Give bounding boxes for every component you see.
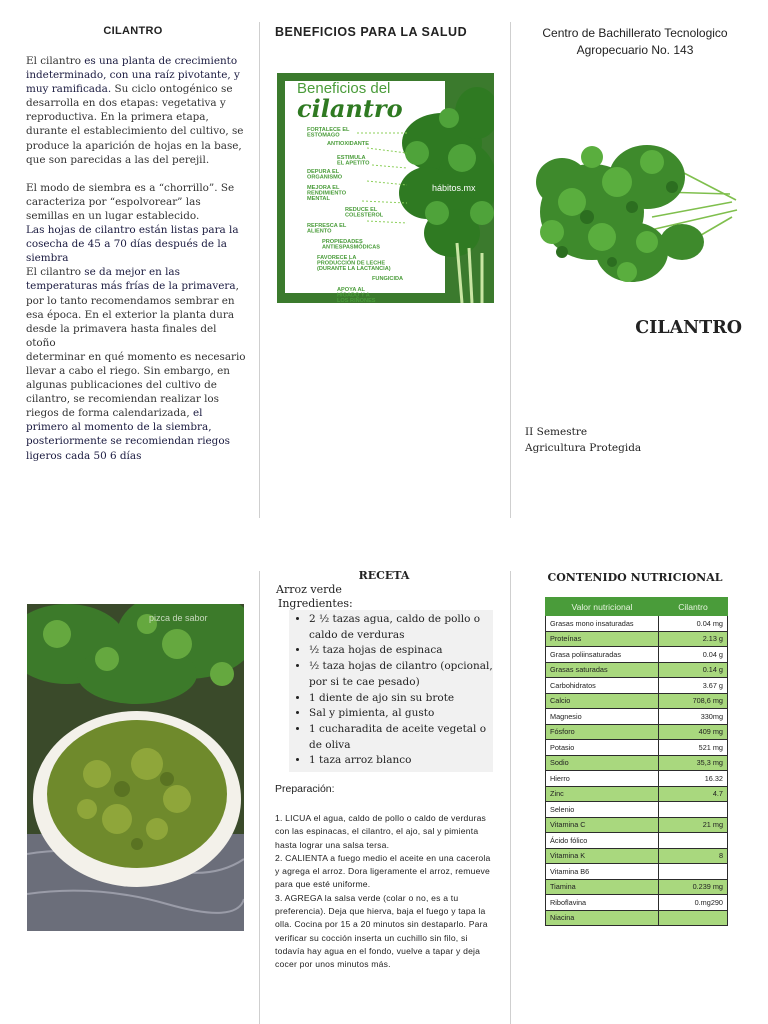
benefits-title: BENEFICIOS PARA LA SALUD: [275, 25, 468, 39]
nutrient-name: Grasas saturadas: [546, 662, 659, 678]
nutrient-name: Niacina: [546, 910, 659, 926]
ingredients-list: [289, 612, 493, 769]
benefit-label: RENDIMIENTO: [307, 190, 347, 197]
benefit-label: ESTÓMAGO: [307, 132, 340, 139]
text-run: se da mejor en las temperaturas más frías de la primavera: [26, 266, 236, 293]
recipe-title: RECETA: [358, 569, 410, 582]
nutrient-name: Grasas mono insaturadas: [546, 616, 659, 632]
benefit-label: ORGANISMO: [307, 174, 343, 181]
nutrient-name: Fósforo: [546, 724, 659, 740]
table-row: [546, 724, 728, 740]
nutrient-value: [659, 910, 728, 926]
benefit-label: ANTIOXIDANTE: [327, 141, 369, 147]
school-name: [520, 25, 750, 59]
nutrient-value: 4.7: [659, 786, 728, 802]
benefits-infographic: [277, 73, 494, 303]
benefit-label: PRODUCCIÓN DE LECHE: [317, 260, 386, 267]
nutrient-name: Grasa poliinsaturadas: [546, 647, 659, 663]
nutrient-name: Vitamina C: [546, 817, 659, 833]
benefit-label: ALIENTO: [307, 228, 332, 235]
semester-label: II Semestre: [525, 426, 588, 438]
nutrient-name: Zinc: [546, 786, 659, 802]
cilantro-bunch-graphic: [532, 122, 742, 297]
ingredient-item: • 1 cucharadita de aceite vegetal o de oliva: [309, 722, 493, 753]
ingredient-item: • ½ taza hojas de cilantro (opcional, por si te cae pesado): [309, 659, 493, 690]
nutrient-value: [659, 864, 728, 880]
benefit-label: COLESTEROL: [345, 212, 384, 219]
panel1-title: CILANTRO: [103, 25, 163, 37]
nutrient-name: Riboflavina: [546, 895, 659, 911]
nutrient-value: 0.04 g: [659, 647, 728, 663]
green-rice-graphic: [27, 604, 244, 931]
table-row: [546, 740, 728, 756]
paragraph-growth: [26, 54, 246, 167]
table-row: [546, 817, 728, 833]
paragraph-harvest: Las hojas de cilantro están listas para la cosecha de 45 a 70 días después de la siembra: [26, 224, 239, 265]
preparation-step: 1. LICUA el agua, caldo de pollo o caldo de verduras con las espinacas, el cilantro, el ajo, sal y pimienta hasta lograr una salsa tersa.: [275, 813, 487, 850]
column-header-cilantro: Cilantro: [659, 598, 728, 616]
photo-watermark: pizca de sabor: [149, 613, 208, 623]
benefit-label: REFRESCA EL: [307, 223, 347, 229]
paragraph-sowing: El modo de siembra es a “chorrillo”. Se caracteriza por “espolvorear” las semillas en un lugar establecido.: [26, 181, 235, 222]
infographic-watermark: hábitos.mx: [432, 183, 476, 193]
benefit-label: ANTIESPASMÓDICAS: [322, 244, 381, 251]
preparation-step: 3. AGREGA la salsa verde (colar o no, es a tu preferencia). Deja que hierva, baja el fuego y tapa la olla. Cocina por 15 a 20 minutos sin destaparlo. Para verificar su cocción inserta un cuchillo sin filo, si todavía hay agua en el fondo, vuelve a tapar y deja cocer por unos minutos más.: [275, 892, 488, 970]
benefit-label: HÍGADO Y A: [337, 292, 370, 299]
course-label: Agricultura Protegida: [525, 442, 642, 454]
benefit-label: EL APETITO: [337, 160, 370, 167]
nutrient-value: 409 mg: [659, 724, 728, 740]
ingredient-item: • 2 ½ tazas agua, caldo de pollo o caldo de verduras: [309, 612, 493, 643]
benefit-label: ESTIMULA: [337, 155, 366, 161]
nutrition-table: [545, 597, 728, 926]
nutrition-title: CONTENIDO NUTRICIONAL: [547, 571, 723, 584]
green-rice-photo: [27, 604, 244, 931]
nutrient-name: Vitamina K: [546, 848, 659, 864]
nutrient-name: Magnesio: [546, 709, 659, 725]
ingredients-label: Ingredientes:: [278, 597, 353, 610]
table-row: [546, 631, 728, 647]
panel-divider: [510, 22, 511, 518]
ingredient-item: • 1 taza arroz blanco: [309, 753, 493, 769]
benefit-label: (DURANTE LA LACTANCIA): [317, 266, 391, 273]
school-line-1: Centro de Bachillerato Tecnologico: [542, 26, 728, 40]
nutrient-name: Proteínas: [546, 631, 659, 647]
nutrient-value: 2.13 g: [659, 631, 728, 647]
benefit-label: APOYA AL: [337, 287, 365, 293]
recipe-header: [276, 583, 353, 611]
nutrient-value: 0.04 mg: [659, 616, 728, 632]
nutrient-name: Selenio: [546, 802, 659, 818]
table-row: [546, 616, 728, 632]
nutrient-name: Ácido fólico: [546, 833, 659, 849]
table-row: [546, 693, 728, 709]
table-row: [546, 709, 728, 725]
ingredient-item: • 1 diente de ajo sin su brote: [309, 691, 493, 707]
text-run: es una planta de crecimiento indeterminado, con una raíz pivotante, y muy ramificada.: [26, 55, 240, 96]
benefit-label: REDUCE EL: [345, 207, 378, 213]
nutrient-value: [659, 802, 728, 818]
nutrient-value: 8: [659, 848, 728, 864]
paragraph-irrigation: [26, 350, 246, 463]
ingredient-item: • Sal y pimienta, al gusto: [309, 706, 493, 722]
text-run: El cilantro: [26, 55, 85, 67]
text-run: Su ciclo ontogénico se desarrolla en dos etapas: vegetativa y reproductiva. En la primera etapa, durante el establecimiento del cultivo, se produce la aparición de hojas en la base, que son parecidas a las del perejil.: [26, 83, 244, 166]
nutrient-name: Tiamina: [546, 879, 659, 895]
cilantro-bunch-image: [532, 122, 742, 297]
table-row: [546, 833, 728, 849]
benefit-label: MEJORA EL: [307, 185, 340, 191]
table-row: [546, 802, 728, 818]
nutrient-name: Calcio: [546, 693, 659, 709]
nutrient-value: 35,3 mg: [659, 755, 728, 771]
table-row: [546, 755, 728, 771]
nutrient-value: 0.mg290: [659, 895, 728, 911]
nutrient-value: 21 mg: [659, 817, 728, 833]
nutrient-value: 708,6 mg: [659, 693, 728, 709]
ingredient-item: • ½ taza hojas de espinaca: [309, 643, 493, 659]
table-row: [546, 662, 728, 678]
benefit-label: FORTALECE EL: [307, 127, 350, 133]
nutrient-value: 0.239 mg: [659, 879, 728, 895]
nutrient-value: 3.67 g: [659, 678, 728, 694]
table-row: [546, 864, 728, 880]
table-row: [546, 848, 728, 864]
dish-name: Arroz verde: [276, 583, 342, 596]
table-row: [546, 786, 728, 802]
text-run: el primero al momento de la siembra, posteriormente se recomiendan riegos ligeros cada 50 6 días: [26, 407, 230, 462]
paragraph-season: [26, 265, 246, 350]
nutrient-name: Sodio: [546, 755, 659, 771]
benefits-infographic-graphic: [277, 73, 494, 303]
column-header-nutrient: Valor nutricional: [546, 598, 659, 616]
table-row: [546, 910, 728, 926]
panel-divider: [259, 22, 260, 518]
table-row: [546, 678, 728, 694]
nutrient-name: Carbohidratos: [546, 678, 659, 694]
table-row: [546, 771, 728, 787]
benefit-label: FUNGICIDA: [372, 276, 404, 282]
table-row: [546, 879, 728, 895]
nutrient-value: [659, 833, 728, 849]
table-row: [546, 647, 728, 663]
school-line-2: Agropecuario No. 143: [576, 43, 694, 57]
nutrient-name: Potasio: [546, 740, 659, 756]
cover-title: CILANTRO: [635, 318, 742, 338]
nutrient-value: 0.14 g: [659, 662, 728, 678]
text-run: El cilantro: [26, 266, 85, 279]
nutrient-name: Vitamina B6: [546, 864, 659, 880]
infographic-heading-cilantro: cilantro: [297, 94, 403, 123]
course-info: [525, 424, 641, 456]
benefit-label: MENTAL: [307, 196, 330, 203]
table-row: [546, 895, 728, 911]
panel-divider: [510, 571, 511, 1024]
preparation-steps: [275, 812, 495, 972]
benefit-label: DEPURA EL: [307, 169, 340, 175]
panel-divider: [259, 571, 260, 1024]
cultivation-text: [26, 54, 246, 463]
nutrient-value: 521 mg: [659, 740, 728, 756]
benefit-label: PROPIEDADES: [322, 239, 363, 245]
preparation-step: 2. CALIENTA a fuego medio el aceite en una cacerola y agrega el arroz. Dora ligeramente el arroz, remueve para que esté uniforme.: [275, 852, 491, 890]
benefit-label: FAVORECE LA: [317, 255, 357, 261]
nutrient-value: 16.32: [659, 771, 728, 787]
benefit-label: LOS RIÑONES: [337, 298, 376, 303]
nutrient-value: 330mg: [659, 709, 728, 725]
infographic-heading: Beneficios del: [297, 80, 391, 97]
preparation-label: Preparación:: [275, 783, 335, 795]
nutrient-name: Hierro: [546, 771, 659, 787]
ingredients-box: [289, 610, 493, 772]
text-run: determinar en qué momento es necesario llevar a cabo el riego. Sin embargo, en algunas publicaciones del cultivo de cilantro, se recomiendan realizar los riegos de forma calendarizada,: [26, 350, 246, 420]
text-run: , por lo tanto recomendamos sembrar en esa época. En el exterior la planta dura desde la primavera hasta finales del otoño: [26, 280, 239, 349]
